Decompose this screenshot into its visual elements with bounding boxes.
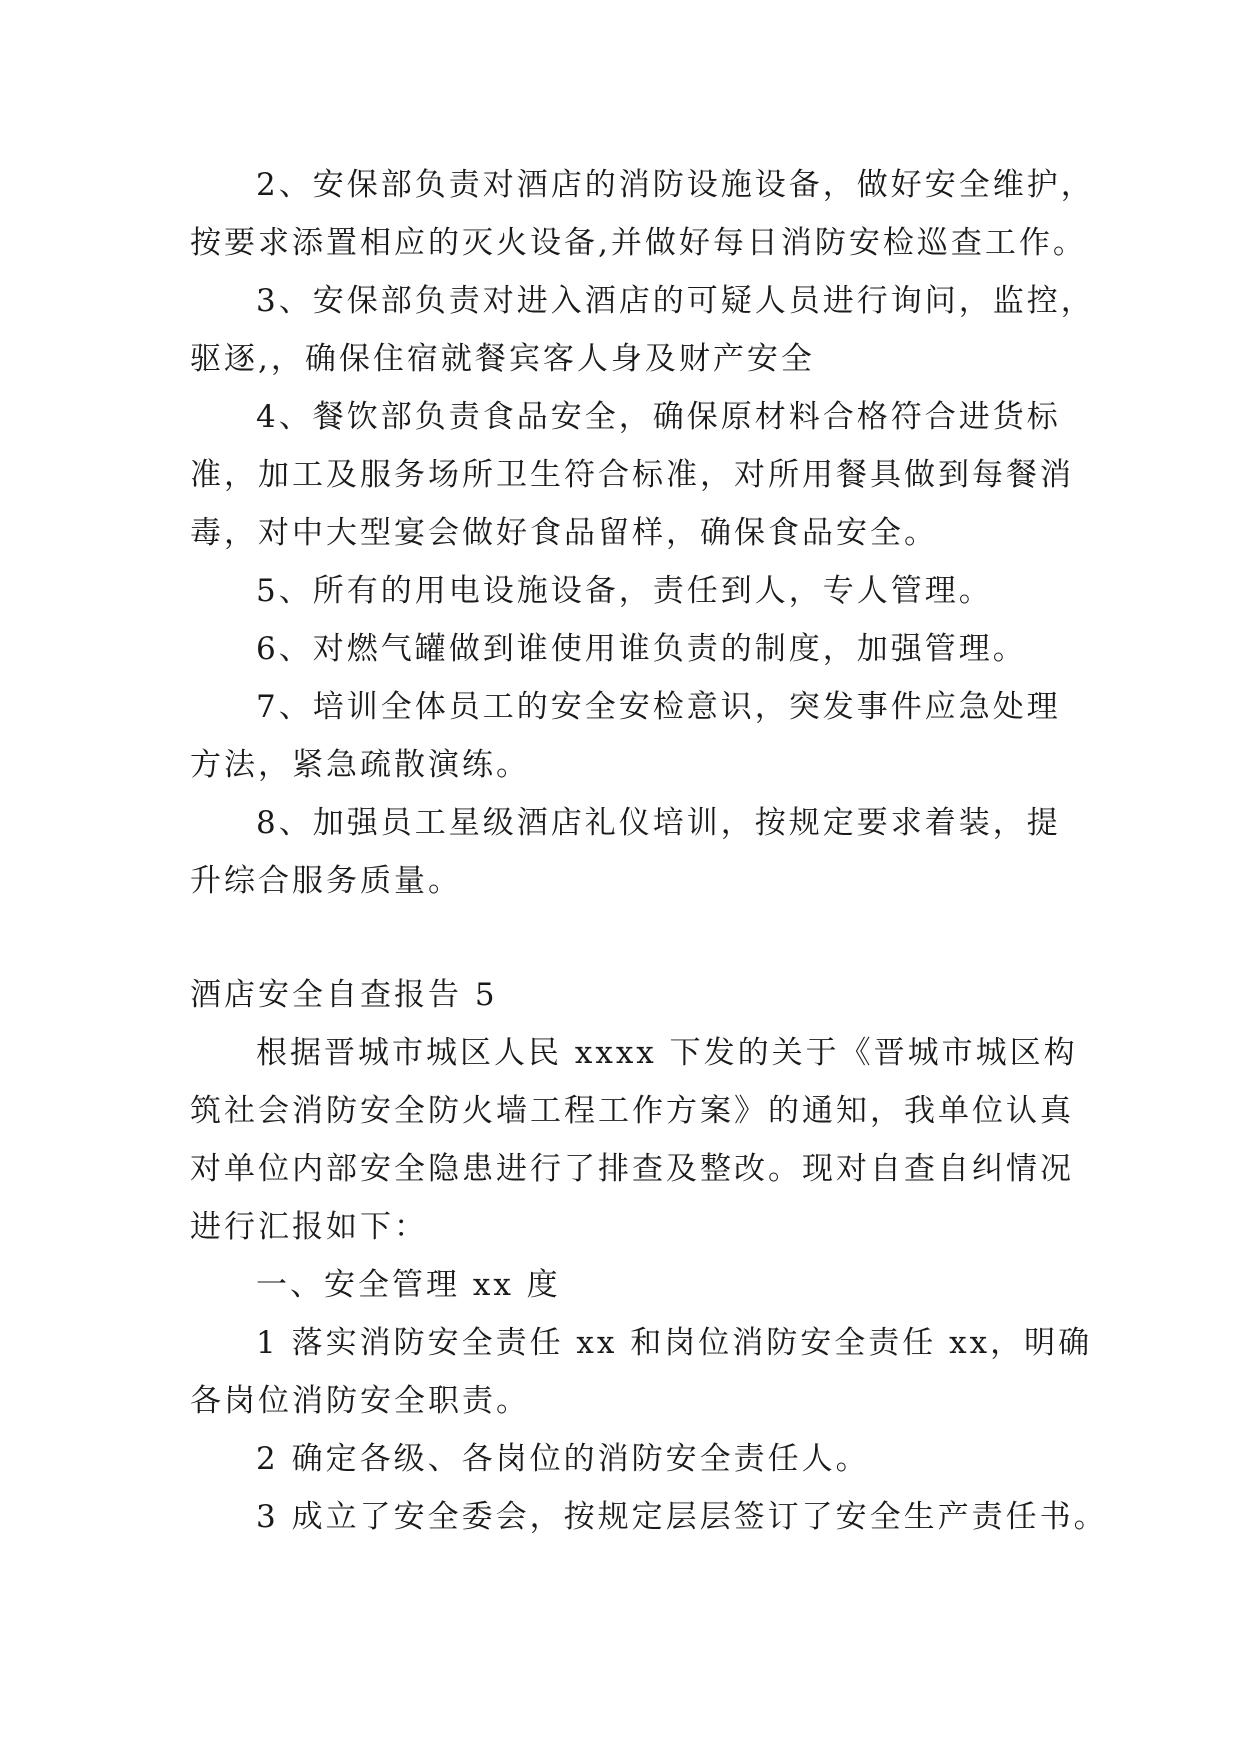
paragraph-line: 毒，对中大型宴会做好食品留样，确保食品安全。 bbox=[190, 515, 938, 551]
section-heading: 酒店安全自查报告 5 bbox=[190, 977, 498, 1013]
paragraph-line: 对单位内部安全隐患进行了排查及整改。现对自查自纠情况 bbox=[190, 1151, 1074, 1187]
paragraph-line: 7、培训全体员工的安全安检意识，突发事件应急处理 bbox=[256, 689, 1061, 725]
paragraph-line: 筑社会消防安全防火墙工程工作方案》的通知，我单位认真 bbox=[190, 1093, 1074, 1129]
paragraph-line: 升综合服务质量。 bbox=[190, 863, 462, 899]
section-self-inspection-report bbox=[190, 1024, 1108, 1546]
paragraph-line: 2 确定各级、各岗位的消防安全责任人。 bbox=[256, 1441, 870, 1477]
paragraph-line: 3 成立了安全委会，按规定层层签订了安全生产责任书。 bbox=[256, 1499, 1108, 1535]
paragraph-line: 驱逐,，确保住宿就餐宾客人身及财产安全 bbox=[190, 341, 815, 377]
paragraph-line: 根据晋城市城区人民 xxxx 下发的关于《晋城市城区构 bbox=[256, 1035, 1078, 1071]
paragraph-line: 8、加强员工星级酒店礼仪培训，按规定要求着装，提 bbox=[256, 805, 1061, 841]
paragraph-line: 各岗位消防安全职责。 bbox=[190, 1383, 530, 1419]
paragraph-line: 5、所有的用电设施设备，责任到人，专人管理。 bbox=[256, 573, 993, 609]
paragraph-line: 方法，紧急疏散演练。 bbox=[190, 747, 530, 783]
paragraph-line: 一、安全管理 xx 度 bbox=[256, 1267, 561, 1303]
paragraph-line: 6、对燃气罐做到谁使用谁负责的制度，加强管理。 bbox=[256, 631, 1027, 667]
paragraph-line: 1 落实消防安全责任 xx 和岗位消防安全责任 xx，明确 bbox=[256, 1325, 1093, 1361]
paragraph-line: 准，加工及服务场所卫生符合标准，对所用餐具做到每餐消 bbox=[190, 457, 1074, 493]
section-safety-duties bbox=[190, 156, 1095, 910]
paragraph-line: 4、餐饮部负责食品安全，确保原材料合格符合进货标 bbox=[256, 399, 1061, 435]
paragraph-line: 3、安保部负责对进入酒店的可疑人员进行询问，监控， bbox=[256, 283, 1095, 319]
paragraph-line: 2、安保部负责对酒店的消防设施设备，做好安全维护， bbox=[256, 167, 1095, 203]
paragraph-line: 进行汇报如下： bbox=[190, 1209, 428, 1245]
paragraph-line: 按要求添置相应的灭火设备,并做好每日消防安检巡查工作。 bbox=[190, 225, 1087, 261]
